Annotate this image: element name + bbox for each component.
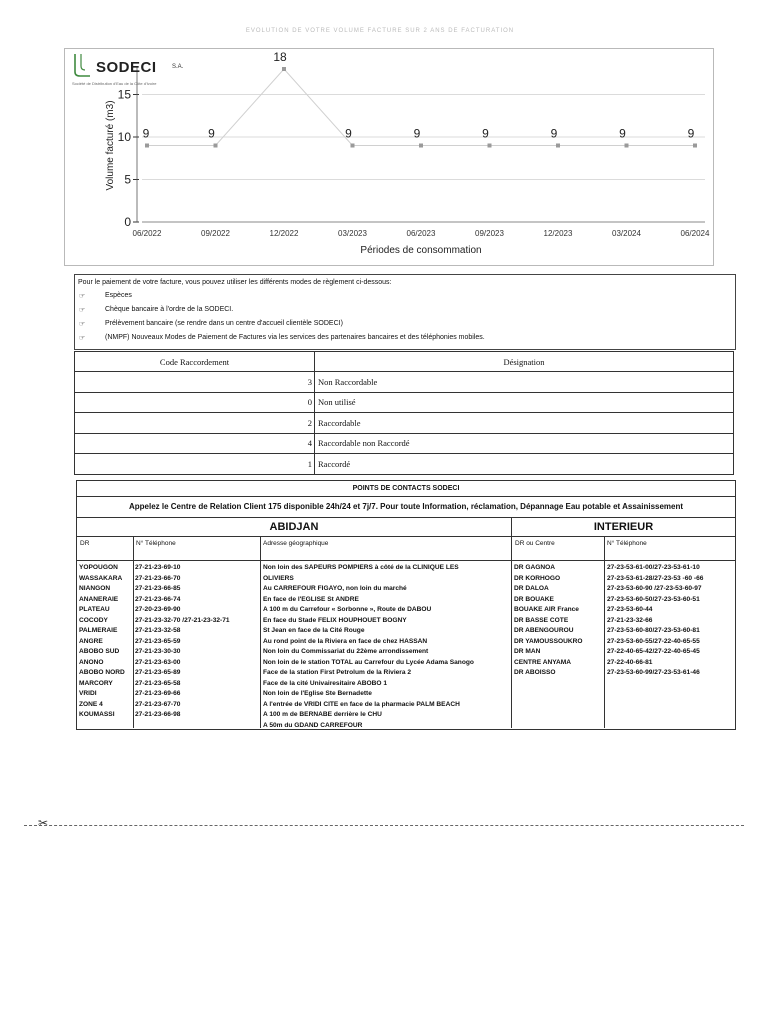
payment-item <box>79 306 234 314</box>
designation-cell: Non Raccordable <box>315 372 734 393</box>
list-item: 27-21-23-65-59 <box>135 637 181 645</box>
list-item: YOPOUGON <box>79 564 118 571</box>
list-item: Face de la station First Petrolum de la Riviera 2 <box>263 669 412 676</box>
list-item: BOUAKE AIR France <box>514 606 579 613</box>
volume-chart <box>64 48 714 266</box>
data-label: 9 <box>550 126 558 141</box>
pointing-hand-icon: ☞ <box>79 293 86 300</box>
data-label: 9 <box>208 126 215 141</box>
list-item: 27-21-23-65-58 <box>135 679 181 687</box>
code-cell: 3 <box>75 372 315 393</box>
dr-list <box>79 563 133 721</box>
data-point <box>214 144 218 148</box>
data-point <box>556 144 560 148</box>
list-item: 27-21-23-63-00 <box>135 658 181 666</box>
data-label: 9 <box>619 126 626 141</box>
list-item: 27-22-40-65-42/27-22-40-65-45 <box>607 648 700 655</box>
list-item: WASSAKARA <box>79 574 123 582</box>
list-item: En face de l'EGLISE St ANDRE <box>263 595 359 603</box>
list-item: A 100 m de BERNABE derrière le CHU <box>263 711 382 718</box>
list-item: COCODY <box>79 616 108 624</box>
column-header-dr: DR <box>77 537 133 561</box>
data-point <box>625 144 629 148</box>
data-point <box>693 144 697 148</box>
x-tick-label: 12/2022 <box>269 229 299 238</box>
logo-name: SODECI <box>96 59 157 76</box>
column-divider <box>133 537 134 728</box>
list-item: ZONE 4 <box>79 700 103 708</box>
list-item: Au CARREFOUR FIGAYO, non loin du marché <box>263 585 407 592</box>
pointing-hand-icon: ☞ <box>79 321 86 328</box>
y-axis-label: Volume facturé (m3) <box>105 100 116 191</box>
sodeci-logo-icon <box>72 52 92 78</box>
series-line <box>147 69 695 146</box>
y-tick-label: 0 <box>124 215 131 229</box>
table-row <box>75 454 734 475</box>
data-label: 9 <box>413 126 421 141</box>
code-cell: 0 <box>75 392 315 413</box>
list-item: 27-23-53-60-90 /27-23-53-60-97 <box>607 585 702 592</box>
logo-suffix: S.A. <box>172 64 184 70</box>
code-cell: 2 <box>75 413 315 434</box>
data-label: 18 <box>273 50 287 64</box>
list-item: DR YAMOUSSOUKRO <box>514 637 583 645</box>
payment-item-label: Prélèvement bancaire (se rendre dans un centre d'accueil clientèle SODECI) <box>105 320 343 327</box>
column-header-interieur-phone: N° Téléphone <box>604 537 735 561</box>
list-item: ABOBO NORD <box>79 669 125 676</box>
list-item: Non loin de le station TOTAL au Carrefour du Lycée Adama Sanogo <box>263 658 474 666</box>
list-item: ANGRE <box>79 637 103 645</box>
centre-list <box>514 563 603 679</box>
list-item: 27-23-53-61-28/27-23-53 -60 -66 <box>607 574 704 582</box>
data-point <box>488 144 492 148</box>
list-item: 27-21-23-67-70 <box>135 700 181 708</box>
list-item: MARCORY <box>79 679 113 687</box>
list-item: Non loin du Commissariat du 22ème arrondissement <box>263 648 429 655</box>
list-item: DR ABOISSO <box>514 669 556 676</box>
list-item: A 100 m du Carrefour « Sorbonne », Route de DABOU <box>263 606 432 613</box>
column-divider <box>604 537 605 728</box>
list-item: A 50m du GDAND CARREFOUR <box>263 721 363 729</box>
data-label: 9 <box>142 126 150 141</box>
list-item: Non loin de l'Eglise Ste Bernadette <box>263 690 372 697</box>
column-divider <box>511 518 512 728</box>
list-item: Face de la cité Univairesitaire ABOBO 1 <box>263 679 387 687</box>
x-tick-label: 12/2023 <box>543 229 573 238</box>
contacts-call-info: Appelez le Centre de Relation Client 175 disponible 24h/24 et 7j/7. Pour toute Information, réclamation, Dépannage Eau potable et Assainissement <box>77 497 735 518</box>
designation-cell: Raccordé <box>315 454 734 475</box>
data-point <box>419 144 423 148</box>
list-item: KOUMASSI <box>79 711 115 718</box>
y-tick-label: 15 <box>117 87 131 102</box>
list-item: ABOBO SUD <box>79 648 120 655</box>
y-tick-label: 5 <box>124 172 131 187</box>
list-item: DR ABENGOUROU <box>514 627 574 634</box>
list-item: 27-21-23-69-10 <box>135 564 181 571</box>
abidjan-heading: ABIDJAN <box>77 518 512 537</box>
list-item: NIANGON <box>79 585 111 592</box>
x-tick-label: 06/2022 <box>132 229 162 238</box>
payment-item-label: (NMPF) Nouveaux Modes de Paiement de Factures via les services des partenaires bancaires et des téléphonies mobiles. <box>105 334 485 341</box>
cut-line <box>24 825 744 826</box>
list-item: 27-23-53-60-80/27-23-53-60-81 <box>607 627 700 634</box>
list-item: 27-21-23-66-85 <box>135 585 181 592</box>
phone-list <box>135 563 259 721</box>
list-item: 27-21-23-66-74 <box>135 595 181 603</box>
pointing-hand-icon: ☞ <box>79 335 86 342</box>
list-item: 27-21-23-65-89 <box>135 669 181 676</box>
column-header-designation: Désignation <box>315 352 734 372</box>
y-tick-label: 10 <box>117 130 131 144</box>
pointing-hand-icon: ☞ <box>79 307 86 314</box>
list-item: 27-21-23-32-70 /27-21-23-32-71 <box>135 616 230 624</box>
list-item: 27-21-23-30-30 <box>135 648 181 655</box>
designation-cell: Raccordable non Raccordé <box>315 433 734 454</box>
list-item: DR BOUAKE <box>514 595 554 603</box>
list-item: Non loin des SAPEURS POMPIERS à côté de la CLINIQUE LES <box>263 564 459 571</box>
list-item: St Jean en face de la Cité Rouge <box>263 627 365 634</box>
payment-item <box>79 320 343 328</box>
list-item: CENTRE ANYAMA <box>514 658 572 666</box>
list-item: 27-23-53-60-50/27-23-53-60-51 <box>607 595 700 603</box>
list-item: 27-21-23-32-58 <box>135 627 181 634</box>
x-tick-label: 03/2024 <box>612 229 641 238</box>
chart-header-title: EVOLUTION DE VOTRE VOLUME FACTURE SUR 2 ANS DE FACTURATION <box>245 28 515 34</box>
x-tick-label: 09/2022 <box>201 229 230 238</box>
list-item: 27-21-23-66-98 <box>135 711 181 718</box>
code-cell: 4 <box>75 433 315 454</box>
logo-tagline: Société de Distribution d'Eau de la Côte d'Ivoire <box>72 81 157 86</box>
column-header-code: Code Raccordement <box>75 352 315 372</box>
list-item: 27-21-23-66-70 <box>135 574 181 582</box>
list-item: 27-23-53-60-55/27-22-40-65-55 <box>607 637 700 645</box>
table-header-row <box>75 352 734 372</box>
list-item: 27-23-53-60-44 <box>607 606 653 613</box>
payment-intro: Pour le paiement de votre facture, vous pouvez utiliser les différents modes de règlement ci-dessous: <box>78 279 392 286</box>
payment-modes <box>74 274 736 350</box>
volume-chart-svg <box>65 49 713 265</box>
list-item: 27-21-23-32-66 <box>607 616 653 624</box>
x-tick-label: 03/2023 <box>338 229 367 238</box>
x-axis-label: Périodes de consommation <box>360 245 482 256</box>
list-item: DR GAGNOA <box>514 564 556 571</box>
list-item: PLATEAU <box>79 606 110 613</box>
data-point <box>145 144 149 148</box>
payment-item-label: Chèque bancaire à l'ordre de la SODECI. <box>105 306 234 313</box>
list-item: En face du Stade FELIX HOUPHOUET BOGNY <box>263 616 407 624</box>
x-tick-label: 06/2024 <box>680 229 710 238</box>
list-item: DR DALOA <box>514 585 549 592</box>
contacts-title: POINTS DE CONTACTS SODECI <box>77 481 735 497</box>
list-item: 27-22-40-66-81 <box>607 658 653 666</box>
data-label: 9 <box>482 126 489 141</box>
list-item: ANONO <box>79 658 104 666</box>
x-tick-label: 09/2023 <box>475 229 504 238</box>
column-header-phone: N° Téléphone <box>133 537 260 561</box>
address-list <box>263 563 509 731</box>
designation-cell: Non utilisé <box>315 392 734 413</box>
list-item: DR KORHOGO <box>514 574 561 582</box>
list-item: 27-20-23-69-90 <box>135 606 181 613</box>
data-label: 9 <box>687 126 695 141</box>
table-row <box>75 413 734 434</box>
column-header-address: Adresse géographique <box>260 537 512 561</box>
interieur-heading: INTERIEUR <box>512 518 735 537</box>
list-item: Au rond point de la Riviera en face de chez HASSAN <box>263 637 428 645</box>
data-label: 9 <box>345 126 352 141</box>
contact-points <box>76 480 736 730</box>
list-item: VRIDI <box>79 690 97 697</box>
x-tick-label: 06/2023 <box>406 229 436 238</box>
payment-item-label: Espèces <box>105 292 132 299</box>
list-item: DR MAN <box>514 648 541 655</box>
list-item: OLIVIERS <box>263 574 294 582</box>
table-row <box>75 392 734 413</box>
payment-item <box>79 292 132 300</box>
interieur-phone-list <box>607 563 734 679</box>
list-item: PALMERAIE <box>79 627 118 634</box>
payment-item <box>79 334 485 342</box>
table-row <box>75 372 734 393</box>
data-point <box>282 67 286 71</box>
list-item: 27-21-23-69-66 <box>135 690 181 697</box>
designation-cell: Raccordable <box>315 413 734 434</box>
list-item: DR BASSE COTE <box>514 616 569 624</box>
list-item: 27-23-53-61-00/27-23-53-61-10 <box>607 564 700 571</box>
column-header-centre: DR ou Centre <box>512 537 604 561</box>
code-cell: 1 <box>75 454 315 475</box>
list-item: 27-23-53-60-99/27-23-53-61-46 <box>607 669 700 676</box>
list-item: ANANERAIE <box>79 595 119 603</box>
list-item: A l'entrée de VRIDI CITE en face de la pharmacie PALM BEACH <box>263 700 460 708</box>
scissors-icon: ✂ <box>38 816 49 830</box>
table-row <box>75 433 734 454</box>
column-divider <box>260 537 261 728</box>
connection-code-table <box>74 351 734 475</box>
data-point <box>351 144 355 148</box>
